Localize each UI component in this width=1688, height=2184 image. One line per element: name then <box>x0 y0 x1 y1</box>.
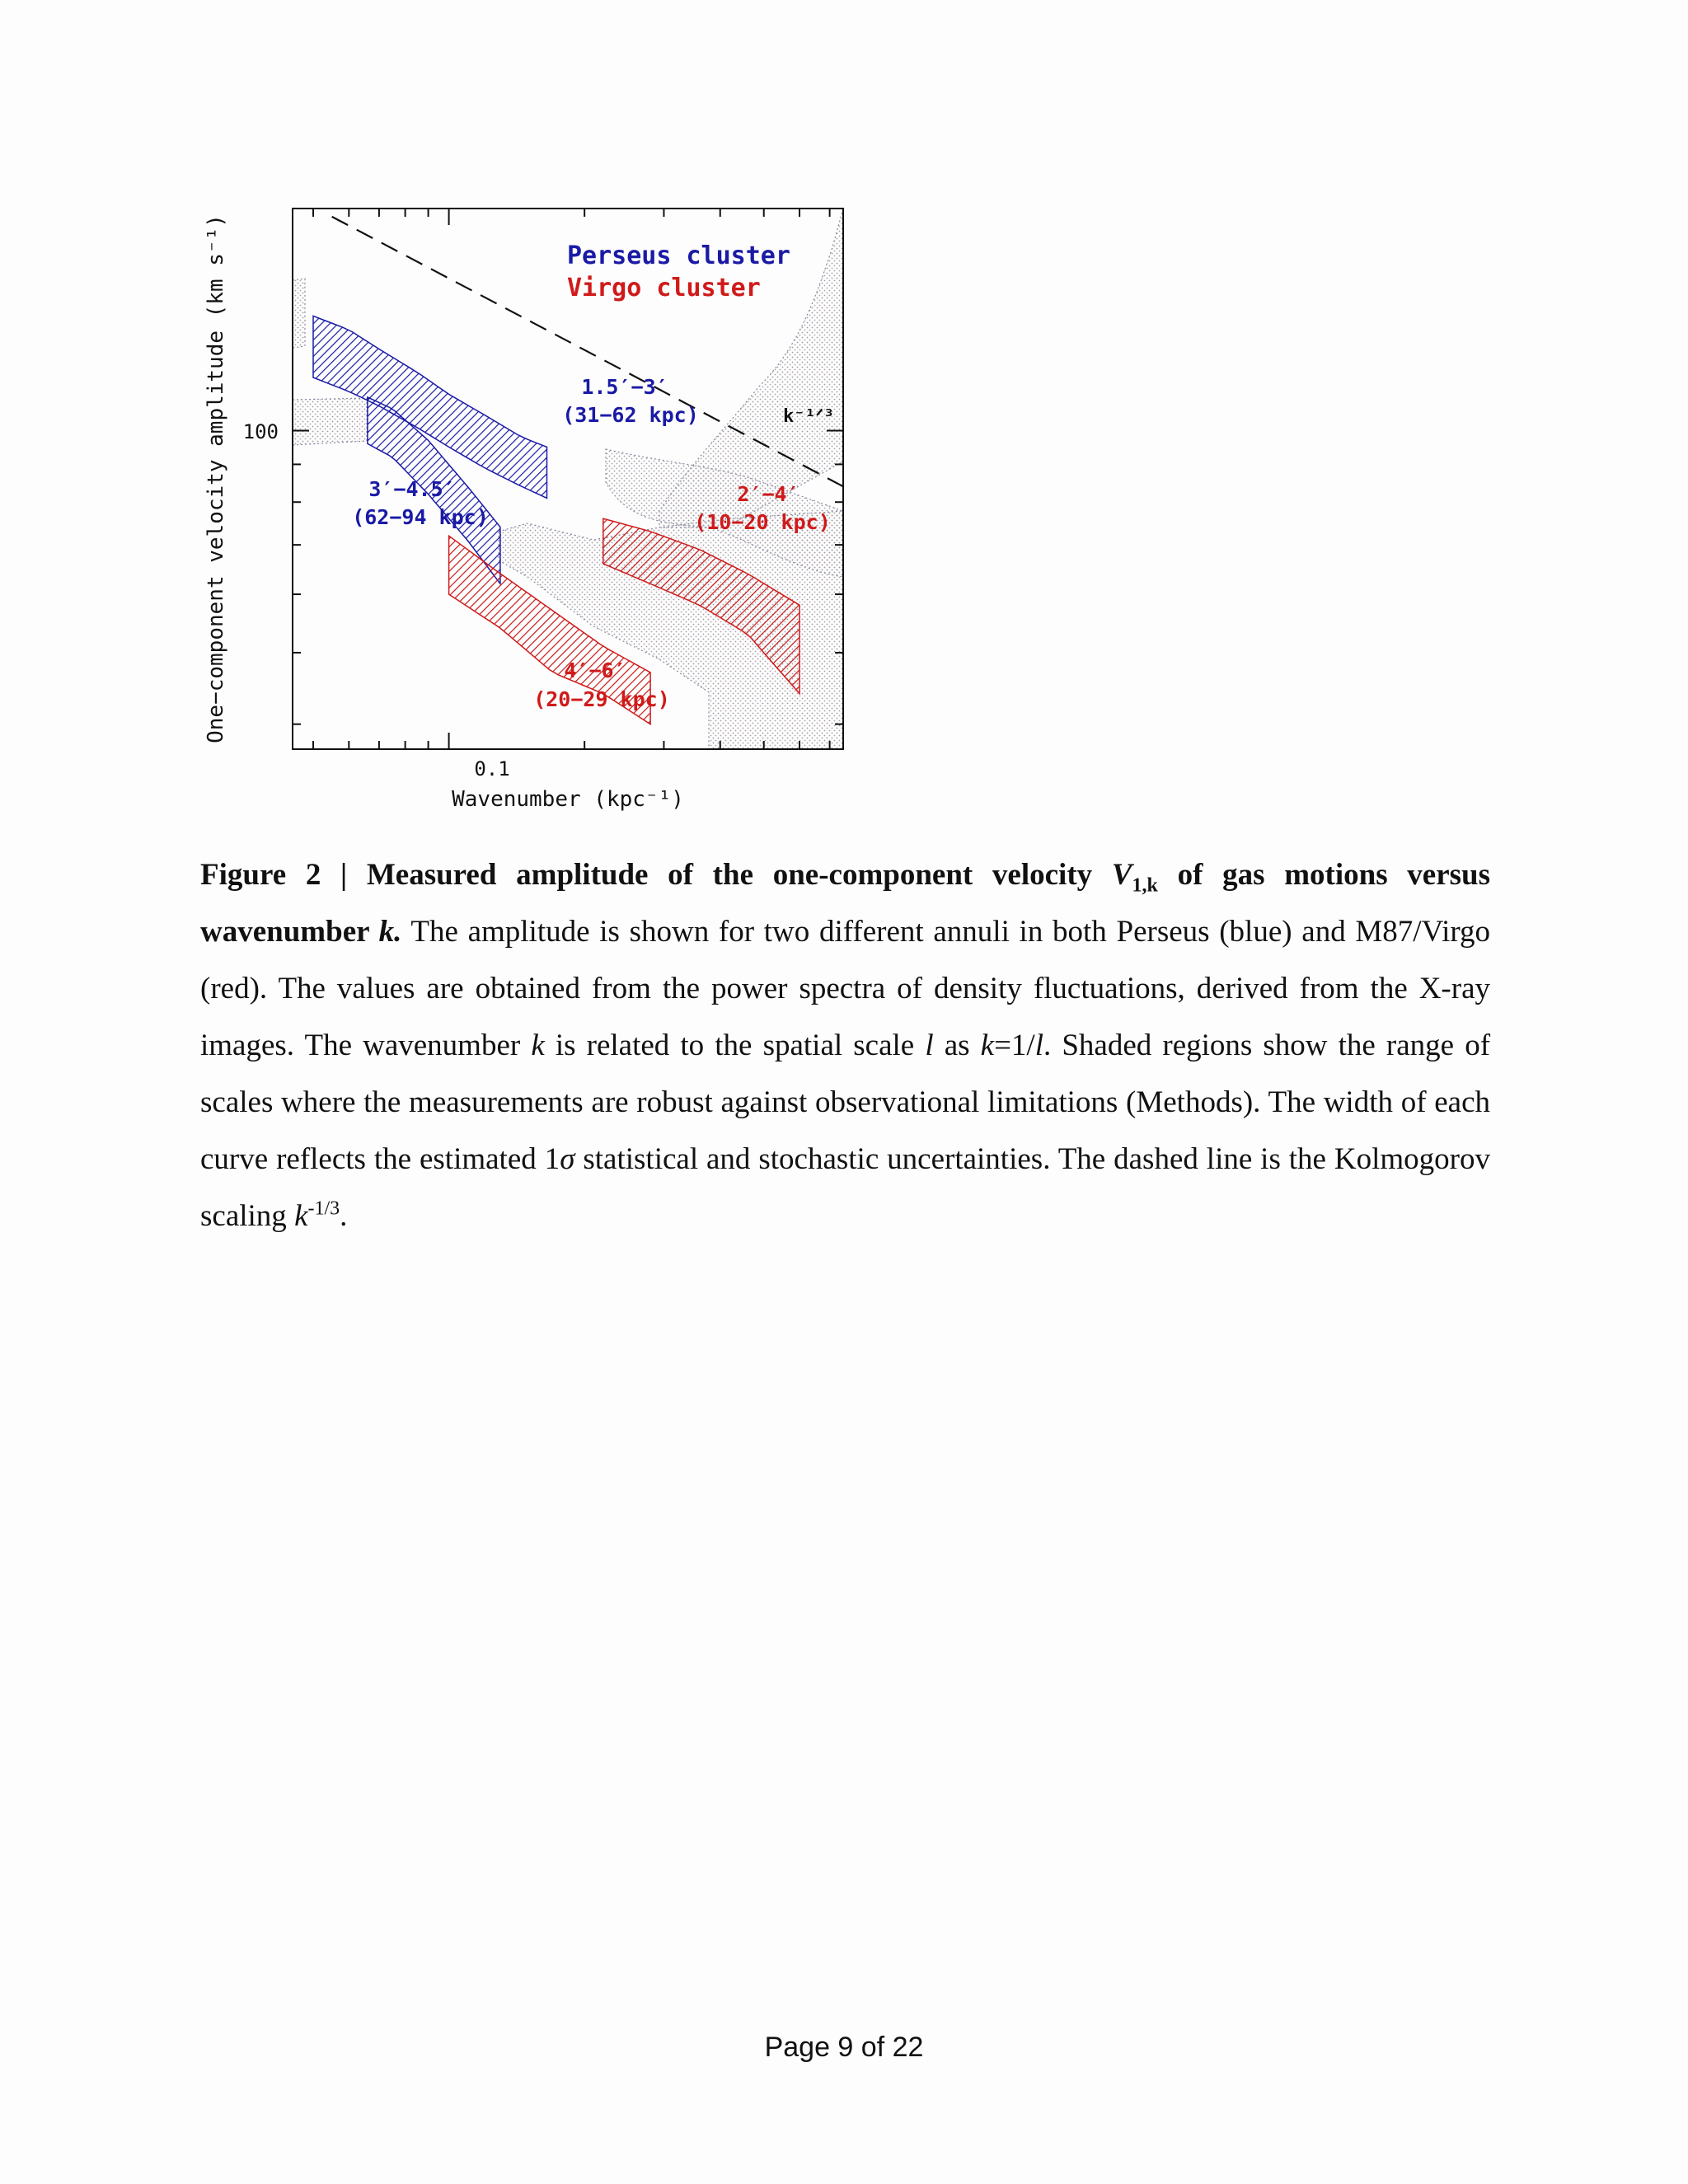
figure-2-chart <box>0 0 1688 841</box>
label-virgo-outer-1: 4′−6′ <box>564 658 626 682</box>
kolmogorov-label: k⁻¹ᐟ³ <box>783 406 835 427</box>
page-number: Page 9 of 22 <box>764 2032 924 2063</box>
robust-range-shading <box>293 279 305 348</box>
label-virgo-inner-1: 2′−4′ <box>737 482 799 506</box>
label-perseus-outer-2: (62−94 kpc) <box>352 505 489 529</box>
y-axis-label: One−component velocity amplitude (km s⁻¹) <box>204 214 228 743</box>
x-axis-label: Wavenumber (kpc⁻¹) <box>452 787 684 812</box>
label-virgo-outer-2: (20−29 kpc) <box>533 687 670 711</box>
label-perseus-inner-2: (31−62 kpc) <box>562 403 699 427</box>
y-tick-label: 100 <box>242 420 279 443</box>
figure-caption: Figure 2 | Measured amplitude of the one-component velocity $V_{1,k}$ of gas motions versus wavenumber k. The amplitude is shown for two different annuli in both Perseus (blue) and M87/Virgo (red). The values are obtained from the power spectra of density fluctuations, derived from the X-ray images. The wavenumber k is related to the spatial scale l as k=1/l. Shaded regions show the range of scales where the measurements are robust against observational limitations (Methods). The width of each curve reflects the estimated 1σ statistical and stochastic uncertainties. The dashed line is the Kolmogorov scaling $k^{-1/3}$. <box>200 858 1491 1233</box>
legend-perseus: Perseus cluster <box>567 241 790 270</box>
x-tick-label: 0.1 <box>474 757 510 780</box>
label-perseus-inner-1: 1.5′−3′ <box>581 375 668 399</box>
caption-title: Figure 2 | Measured amplitude of the one-component velocity $V_{1,k}$ of gas motions versus wavenumber k. <box>200 858 1491 949</box>
label-perseus-outer-1: 3′−4.5′ <box>368 477 456 501</box>
label-virgo-inner-2: (10−20 kpc) <box>694 510 831 534</box>
legend-virgo: Virgo cluster <box>567 274 761 302</box>
robust-range-shading <box>293 398 367 445</box>
